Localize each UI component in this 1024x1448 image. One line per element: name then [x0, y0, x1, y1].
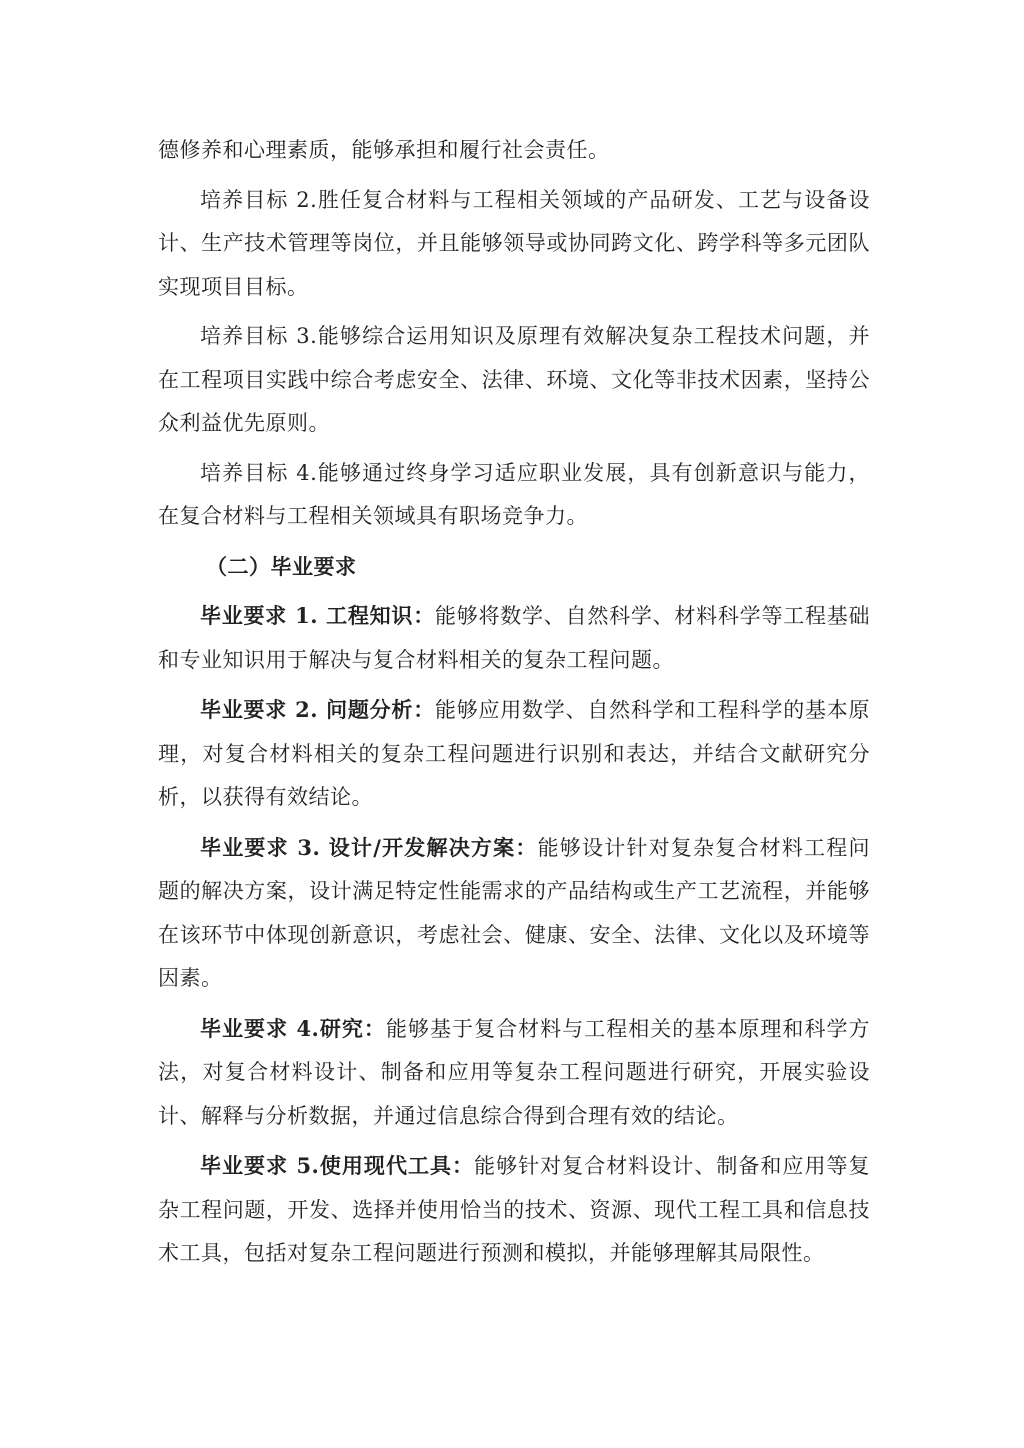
paragraph-goal-4: 培养目标 4.能够通过终身学习适应职业发展，具有创新意识与能力，在复合材料与工程相关领域具有职场竞争力。 — [158, 460, 870, 528]
requirement-5 — [158, 1144, 870, 1276]
requirement-text: 能够基于复合材料与工程相关的基本原理和科学方法，对复合材料设计、制备和应用等复杂工程问题进行研究，开展实验设计、解释与分析数据，并通过信息综合得到合理有效的结论。 — [158, 1016, 871, 1128]
requirement-text: 能够将数学、自然科学、材料科学等工程基础和专业知识用于解决与复合材料相关的复杂工程问题。 — [158, 604, 871, 672]
section-heading: （二）毕业要求 — [206, 553, 357, 579]
requirement-1 — [158, 594, 870, 682]
requirement-2 — [158, 688, 870, 820]
paragraph-goal-3: 培养目标 3.能够综合运用知识及原理有效解决复杂工程技术问题，并在工程项目实践中综合考虑安全、法律、环境、文化等非技术因素，坚持公众利益优先原则。 — [158, 324, 870, 435]
requirement-title: 毕业要求 5.使用现代工具： — [200, 1153, 475, 1178]
requirement-title: 毕业要求 1. 工程知识： — [200, 603, 435, 628]
requirement-4 — [158, 1007, 870, 1139]
requirement-text: 能够应用数学、自然科学和工程科学的基本原理，对复合材料相关的复杂工程问题进行识别和表达，并结合文献研究分析，以获得有效结论。 — [158, 698, 871, 809]
document-body — [158, 129, 870, 1276]
paragraph-goal-2: 培养目标 2.胜任复合材料与工程相关领域的产品研发、工艺与设备设计、生产技术管理等岗位，并且能够领导或协同跨文化、跨学科等多元团队实现项目目标。 — [158, 187, 870, 299]
requirement-title: 毕业要求 3. 设计/开发解决方案： — [200, 834, 538, 860]
requirement-3 — [158, 826, 870, 1001]
requirement-text: 能够设计针对复杂复合材料工程问题的解决方案，设计满足特定性能需求的产品结构或生产工艺流程，并能够在该环节中体现创新意识，考虑社会、健康、安全、法律、文化以及环境等因素。 — [158, 835, 871, 990]
requirement-title: 毕业要求 2. 问题分析： — [200, 697, 435, 722]
requirement-title: 毕业要求 4.研究： — [200, 1015, 386, 1041]
paragraph-continuation: 德修养和心理素质，能够承担和履行社会责任。 — [158, 138, 610, 162]
requirement-text: 能够针对复合材料设计、制备和应用等复杂工程问题，开发、选择并使用恰当的技术、资源、现代工程工具和信息技术工具，包括对复杂工程问题进行预测和模拟，并能够理解其局限性。 — [158, 1154, 871, 1265]
